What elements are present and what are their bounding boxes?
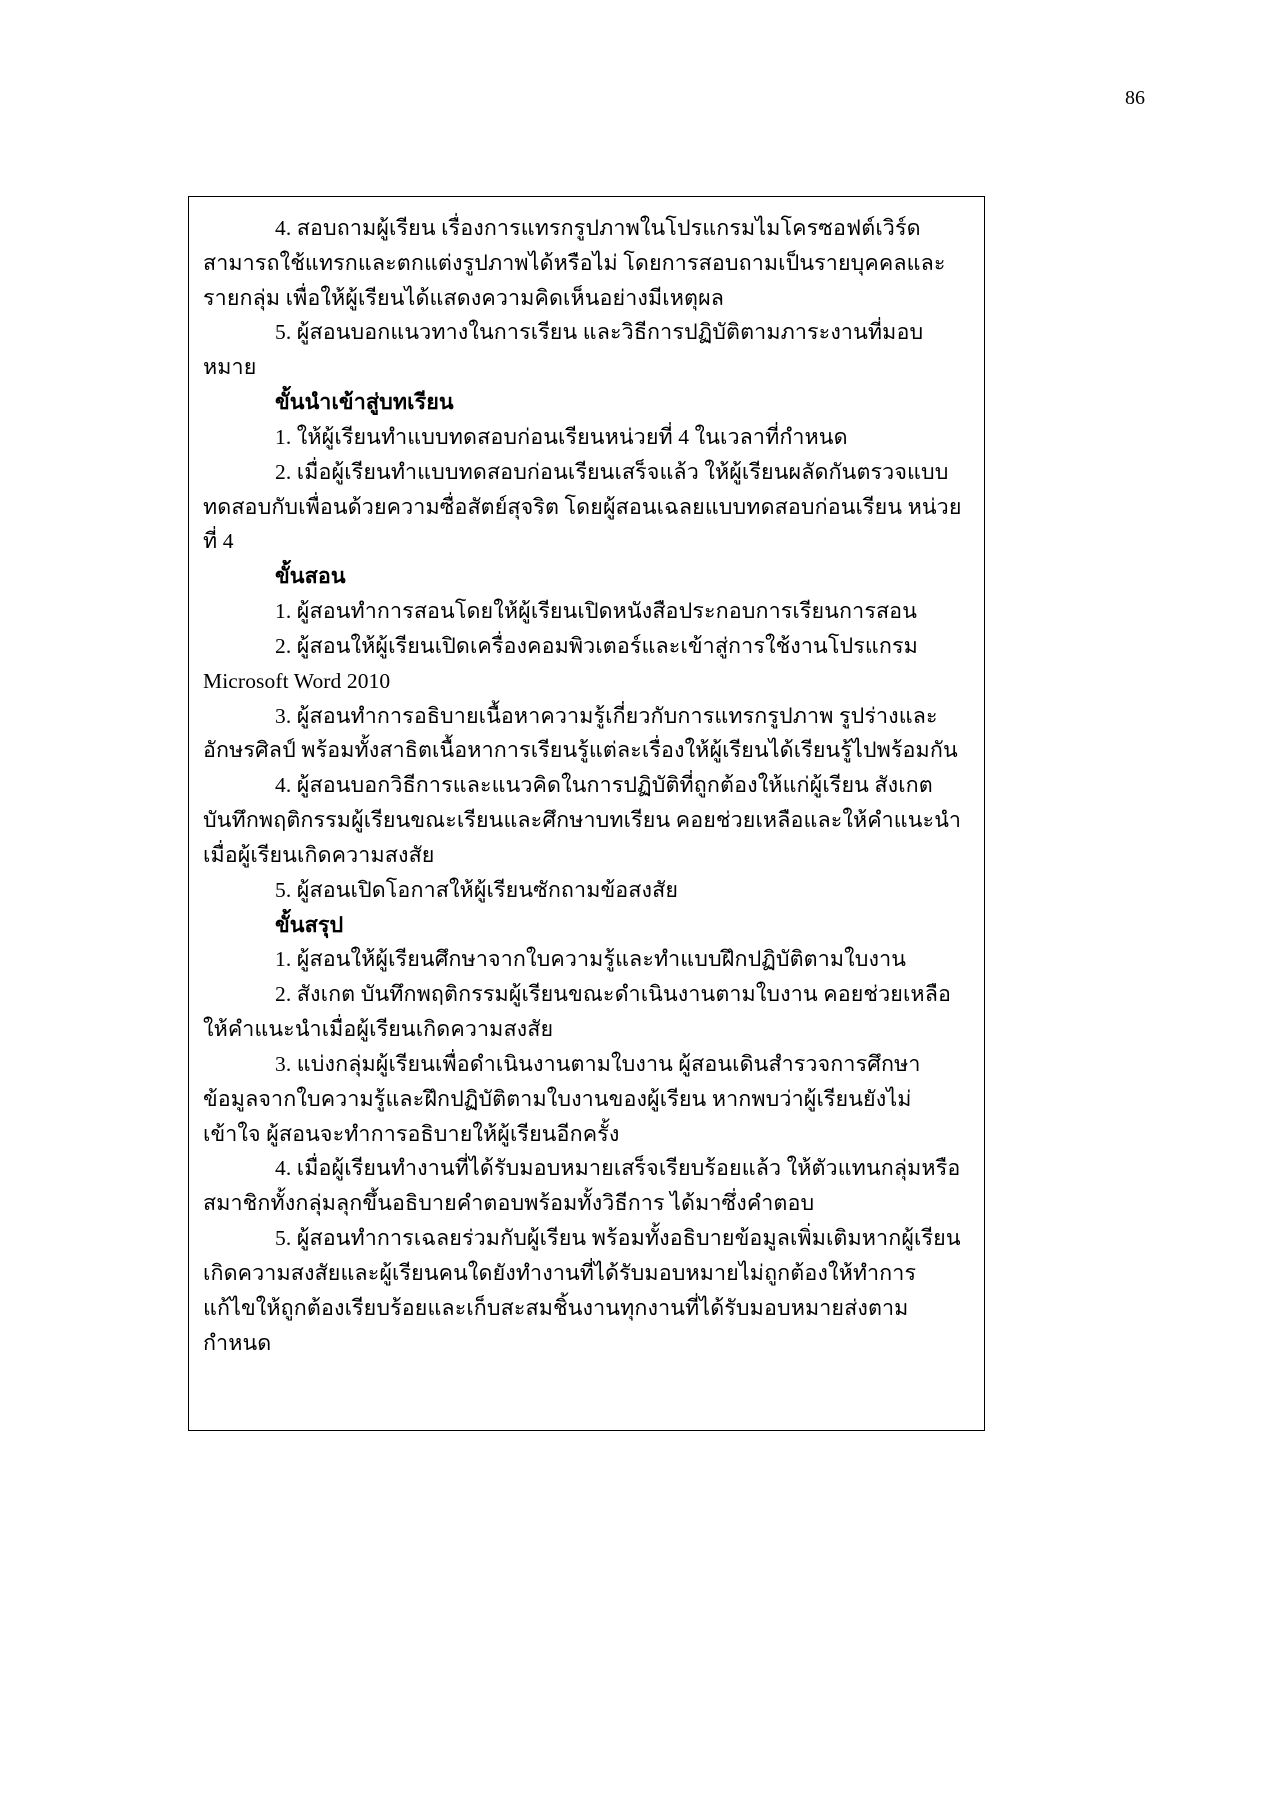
paragraph: 4. ผู้สอนบอกวิธีการและแนวคิดในการปฏิบัติที่ถูกต้องให้แก่ผู้เรียน สังเกต บันทึกพฤติกรรมผู้เรียนขณะเรียนและศึกษาบทเรียน คอยช่วยเหลือและให้คำแนะนำเมื่อผู้เรียนเกิดความสงสัย bbox=[203, 773, 962, 867]
paragraph: 4. เมื่อผู้เรียนทำงานที่ได้รับมอบหมายเสร็จเรียบร้อยแล้ว ให้ตัวแทนกลุ่มหรือสมาชิกทั้งกลุ่มลุกขึ้นอธิบายคำตอบพร้อมทั้งวิธีการ ได้มาซึ่งคำตอบ bbox=[203, 1156, 961, 1216]
paragraph: 5. ผู้สอนทำการเฉลยร่วมกับผู้เรียน พร้อมทั้งอธิบายข้อมูลเพิ่มเติมหากผู้เรียนเกิดความสงสัยและผู้เรียนคนใดยังทำงานที่ได้รับมอบหมายไม่ถูกต้องให้ทำการแก้ไขให้ถูกต้องเรียบร้อยและเก็บสะสมชิ้นงานทุกงานที่ได้รับมอบหมายส่งตามกำหนด bbox=[203, 1226, 961, 1355]
section-heading: ขั้นนำเข้าสู่บทเรียน bbox=[275, 390, 454, 415]
page-number: 86 bbox=[1125, 87, 1145, 109]
paragraph: 2. เมื่อผู้เรียนทำแบบทดสอบก่อนเรียนเสร็จแล้ว ให้ผู้เรียนผลัดกันตรวจแบบทดสอบกับเพื่อนด้วยความซื่อสัตย์สุจริต โดยผู้สอนเฉลยแบบทดสอบก่อนเรียน หน่วยที่ 4 bbox=[203, 459, 962, 554]
paragraph: 4. สอบถามผู้เรียน เรื่องการแทรกรูปภาพในโปรแกรมไมโครซอฟต์เวิร์ด สามารถใช้แทรกและตกแต่งรูปภาพได้หรือไม่ โดยการสอบถามเป็นรายบุคคลและรายกลุ่ม เพื่อให้ผู้เรียนได้แสดงความคิดเห็นอย่างมีเหตุผล bbox=[203, 216, 946, 310]
section-heading: ขั้นสอน bbox=[275, 564, 346, 589]
content-body bbox=[189, 197, 984, 1360]
paragraph: 3. แบ่งกลุ่มผู้เรียนเพื่อดำเนินงานตามใบงาน ผู้สอนเดินสำรวจการศึกษาข้อมูลจากใบความรู้และฝึกปฏิบัติตามใบงานของผู้เรียน หากพบว่าผู้เรียนยังไม่เข้าใจ ผู้สอนจะทำการอธิบายให้ผู้เรียนอีกครั้ง bbox=[203, 1051, 921, 1146]
paragraph: 2. สังเกต บันทึกพฤติกรรมผู้เรียนขณะดำเนินงานตามใบงาน คอยช่วยเหลือให้คำแนะนำเมื่อผู้เรียนเกิดความสงสัย bbox=[203, 982, 951, 1042]
paragraph: 5. ผู้สอนเปิดโอกาสให้ผู้เรียนซักถามข้อสงสัย bbox=[275, 877, 679, 902]
paragraph: 2. ผู้สอนให้ผู้เรียนเปิดเครื่องคอมพิวเตอร์และเข้าสู่การใช้งานโปรแกรม Microsoft Word 2010 bbox=[203, 633, 918, 693]
paragraph: 1. ผู้สอนทำการสอนโดยให้ผู้เรียนเปิดหนังสือประกอบการเรียนการสอน bbox=[275, 599, 917, 624]
paragraph: 5. ผู้สอนบอกแนวทางในการเรียน และวิธีการปฏิบัติตามภาระงานที่มอบหมาย bbox=[203, 320, 924, 380]
paragraph: 1. ผู้สอนให้ผู้เรียนศึกษาจากใบความรู้และทำแบบฝึกปฏิบัติตามใบงาน bbox=[275, 947, 907, 972]
paragraph: 1. ให้ผู้เรียนทำแบบทดสอบก่อนเรียนหน่วยที่ 4 ในเวลาที่กำหนด bbox=[275, 424, 848, 449]
paragraph: 3. ผู้สอนทำการอธิบายเนื้อหาความรู้เกี่ยวกับการแทรกรูปภาพ รูปร่างและอักษรศิลป์ พร้อมทั้งสาธิตเนื้อหาการเรียนรู้แต่ละเรื่องให้ผู้เรียนได้เรียนรู้ไปพร้อมกัน bbox=[203, 703, 958, 763]
content-border-box bbox=[188, 196, 985, 1431]
section-heading: ขั้นสรุป bbox=[275, 912, 344, 937]
